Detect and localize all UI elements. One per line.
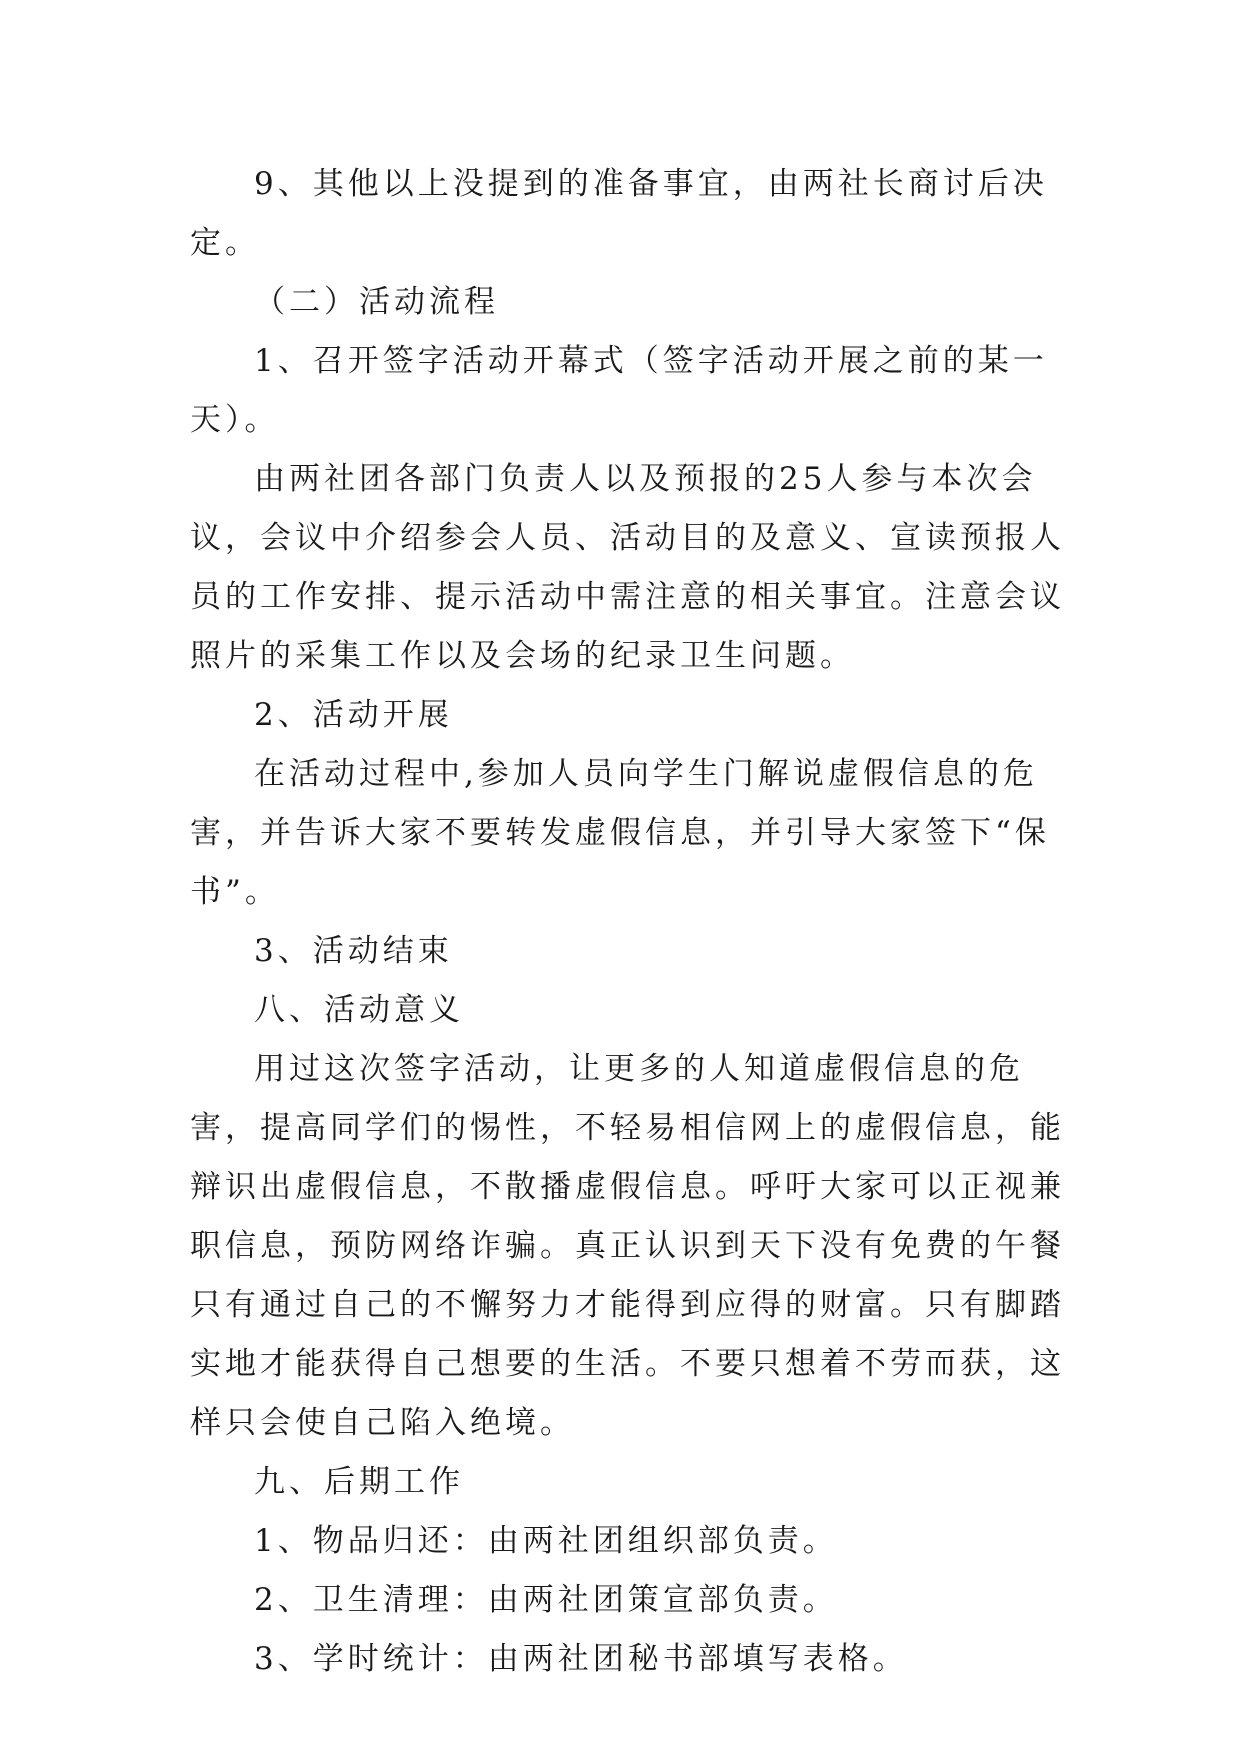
document-body (190, 155, 1070, 1689)
section-heading-activity-flow: （二）活动流程 (254, 284, 499, 320)
paragraph-flow-step-2: 2、活动开展 (254, 697, 453, 733)
paragraph-follow-up-item-2: 2、卫生清理：由两社团策宣部负责。 (254, 1582, 838, 1618)
paragraph-follow-up-item-1: 1、物品归还：由两社团组织部负责。 (254, 1523, 838, 1559)
paragraph-significance: 用过这次签字活动，让更多的人知道虚假信息的危害，提高同学们的惕性，不轻易相信网上的虚假信息，能辩识出虚假信息，不散播虚假信息。呼吁大家可以正视兼职信息，预防网络诈骗。真正认识到天下没有免费的午餐只有通过自己的不懈努力才能得到应得的财富。只有脚踏实地才能获得自己想要的生活。不要只想着不劳而获，这样只会使自己陷入绝境。 (190, 1051, 1065, 1441)
section-heading-follow-up: 九、后期工作 (254, 1464, 464, 1500)
paragraph-flow-step-1: 1、召开签字活动开幕式（签字活动开展之前的某一天）。 (190, 343, 1048, 438)
paragraph-flow-step-3: 3、活动结束 (254, 933, 453, 969)
paragraph-follow-up-item-3: 3、学时统计：由两社团秘书部填写表格。 (254, 1641, 908, 1677)
paragraph-activity-process: 在活动过程中,参加人员向学生门解说虚假信息的危害，并告诉大家不要转发虚假信息，并引导大家签下“保书”。 (190, 756, 1050, 910)
section-heading-significance: 八、活动意义 (254, 992, 464, 1028)
paragraph-prep-item-9: 9、其他以上没提到的准备事宜，由两社长商讨后决定。 (190, 166, 1048, 261)
paragraph-meeting-details: 由两社团各部门负责人以及预报的25人参与本次会议，会议中介绍参会人员、活动目的及意义、宣读预报人员的工作安排、提示活动中需注意的相关事宜。注意会议照片的采集工作以及会场的纪录卫生问题。 (190, 461, 1065, 674)
